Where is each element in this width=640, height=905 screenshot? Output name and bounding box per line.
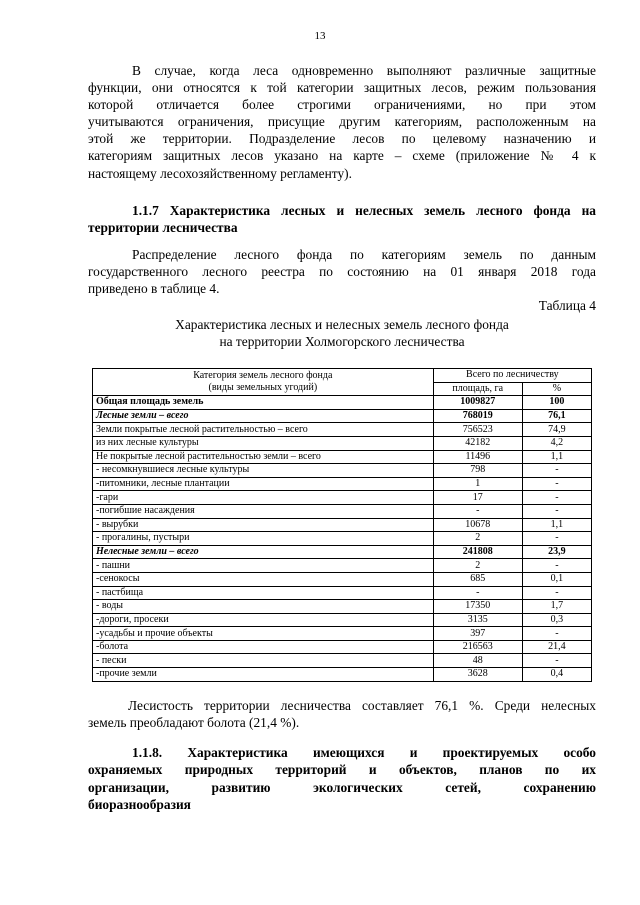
paragraph-line: Лесистость территории лесничества составляет 76,1 %. Среди нелесных — [128, 698, 596, 713]
cell-pct: - — [522, 504, 591, 518]
cell-category: -усадьбы и прочие объекты — [93, 627, 434, 641]
paragraph-forest-cover — [88, 697, 596, 731]
cell-area: 2 — [433, 532, 522, 546]
cell-category: -гари — [93, 491, 434, 505]
cell-pct: 1,1 — [522, 450, 591, 464]
cell-category: из них лесные культуры — [93, 436, 434, 450]
cell-pct: 4,2 — [522, 436, 591, 450]
cell-area: 11496 — [433, 450, 522, 464]
cell-pct: 100 — [522, 396, 591, 410]
cell-category: Общая площадь земель — [93, 396, 434, 410]
table-row — [93, 627, 592, 641]
heading-line: биоразнообразия — [88, 796, 191, 812]
cell-category: -прочие земли — [93, 668, 434, 682]
cell-pct: - — [522, 491, 591, 505]
cell-area: 798 — [433, 464, 522, 478]
cell-area: 2 — [433, 559, 522, 573]
cell-category: - вырубки — [93, 518, 434, 532]
cell-pct: - — [522, 532, 591, 546]
cell-pct: - — [522, 627, 591, 641]
table-title — [88, 316, 596, 350]
header-pct: % — [522, 382, 591, 396]
table-row — [93, 491, 592, 505]
cell-area: 3135 — [433, 613, 522, 627]
cell-category: -сенокосы — [93, 572, 434, 586]
cell-pct: 1,1 — [522, 518, 591, 532]
cell-category: -болота — [93, 640, 434, 654]
cell-category: -дороги, просеки — [93, 613, 434, 627]
table-row — [93, 423, 592, 437]
heading-line: организации, развитию экологических сетей, сохранению — [88, 779, 596, 795]
table-row — [93, 532, 592, 546]
cell-category: Земли покрытые лесной растительностью – всего — [93, 423, 434, 437]
table-row — [93, 572, 592, 586]
paragraph-line: приведено в таблице 4. — [88, 281, 220, 297]
cell-area: - — [433, 586, 522, 600]
table-row — [93, 600, 592, 614]
cell-category: -погибшие насаждения — [93, 504, 434, 518]
paragraph-line: которой отличается более строгими ограничениями, но при этом — [88, 97, 596, 113]
cell-category: Лесные земли – всего — [93, 409, 434, 423]
cell-area: - — [433, 504, 522, 518]
table-row — [93, 409, 592, 423]
table-row — [93, 504, 592, 518]
cell-pct: - — [522, 654, 591, 668]
cell-category: - несомкнувшиеся лесные культуры — [93, 464, 434, 478]
cell-pct: 0,1 — [522, 572, 591, 586]
table-title-line: Характеристика лесных и нелесных земель лесного фонда — [175, 317, 509, 332]
cell-area: 768019 — [433, 409, 522, 423]
table-row — [93, 586, 592, 600]
table-row — [93, 436, 592, 450]
paragraph-line: этой же территории. Подразделение лесов по целевому назначению и — [88, 131, 596, 147]
cell-area: 241808 — [433, 545, 522, 559]
cell-category: Не покрытые лесной растительностью земли – всего — [93, 450, 434, 464]
section-heading-1-1-7 — [88, 202, 596, 237]
cell-category: - пески — [93, 654, 434, 668]
table-row — [93, 450, 592, 464]
header-total: Всего по лесничеству — [433, 369, 591, 383]
cell-category: Нелесные земли – всего — [93, 545, 434, 559]
cell-area: 1 — [433, 477, 522, 491]
paragraph-distribution — [88, 246, 596, 297]
paragraph-line: Распределение лесного фонда по категориям земель по данным — [132, 247, 596, 262]
table-row — [93, 545, 592, 559]
cell-pct: 76,1 — [522, 409, 591, 423]
table-row — [93, 518, 592, 532]
cell-area: 397 — [433, 627, 522, 641]
cell-area: 756523 — [433, 423, 522, 437]
table-row — [93, 668, 592, 682]
cell-category: - пашни — [93, 559, 434, 573]
paragraph-line: учитываются ограничения, присущие другим категориям, расположенным на — [88, 114, 596, 130]
table-label: Таблица 4 — [538, 298, 596, 313]
cell-category: - прогалины, пустыри — [93, 532, 434, 546]
table-row — [93, 396, 592, 410]
cell-area: 685 — [433, 572, 522, 586]
cell-area: 42182 — [433, 436, 522, 450]
paragraph-line: настоящему лесохозяйственному регламенту). — [88, 165, 352, 181]
table-body — [93, 396, 592, 681]
cell-pct: 0,3 — [522, 613, 591, 627]
table-title-line: на территории Холмогорского лесничества — [219, 334, 465, 349]
cell-area: 216563 — [433, 640, 522, 654]
cell-pct: 74,9 — [522, 423, 591, 437]
cell-category: -питомники, лесные плантации — [93, 477, 434, 491]
paragraph-line: категориям защитных лесов указано на карте – схеме (приложение № 4 к — [88, 148, 596, 164]
land-categories-table — [92, 368, 592, 682]
cell-pct: 1,7 — [522, 600, 591, 614]
cell-pct: - — [522, 464, 591, 478]
paragraph-line: В случае, когда леса одновременно выполняют различные защитные — [132, 63, 596, 78]
header-area: площадь, га — [433, 382, 522, 396]
table-row — [93, 477, 592, 491]
heading-line: охраняемых природных территорий и объектов, планов по их — [88, 762, 596, 778]
cell-area: 10678 — [433, 518, 522, 532]
table-row — [93, 640, 592, 654]
cell-category: - пастбища — [93, 586, 434, 600]
heading-line: территории лесничества — [88, 220, 238, 236]
heading-line: 1.1.7 Характеристика лесных и нелесных земель лесного фонда на — [132, 203, 596, 218]
cell-pct: - — [522, 586, 591, 600]
cell-pct: - — [522, 477, 591, 491]
table-header-row — [93, 369, 592, 383]
header-category — [93, 369, 434, 396]
table-row — [93, 559, 592, 573]
cell-area: 48 — [433, 654, 522, 668]
cell-area: 17 — [433, 491, 522, 505]
cell-area: 1009827 — [433, 396, 522, 410]
table-row — [93, 654, 592, 668]
cell-pct: 23,9 — [522, 545, 591, 559]
header-category-line: Категория земель лесного фонда — [193, 370, 333, 382]
header-category-line: (виды земельных угодий) — [208, 382, 318, 394]
cell-area: 17350 — [433, 600, 522, 614]
section-heading-1-1-8 — [88, 744, 596, 813]
cell-category: - воды — [93, 600, 434, 614]
paragraph-line: государственного лесного реестра по состоянию на 01 января 2018 года — [88, 264, 596, 280]
cell-pct: 0,4 — [522, 668, 591, 682]
table-row — [93, 464, 592, 478]
cell-area: 3628 — [433, 668, 522, 682]
paragraph-line: функции, они относятся к той категории защитных лесов, режим пользования — [88, 80, 596, 96]
table-row — [93, 613, 592, 627]
page-number: 13 — [314, 30, 326, 42]
paragraph-line: земель преобладают болота (21,4 %). — [88, 715, 300, 731]
heading-line: 1.1.8. Характеристика имеющихся и проектируемых особо — [132, 745, 596, 760]
paragraph-protective-forests — [88, 62, 596, 182]
cell-pct: 21,4 — [522, 640, 591, 654]
cell-pct: - — [522, 559, 591, 573]
